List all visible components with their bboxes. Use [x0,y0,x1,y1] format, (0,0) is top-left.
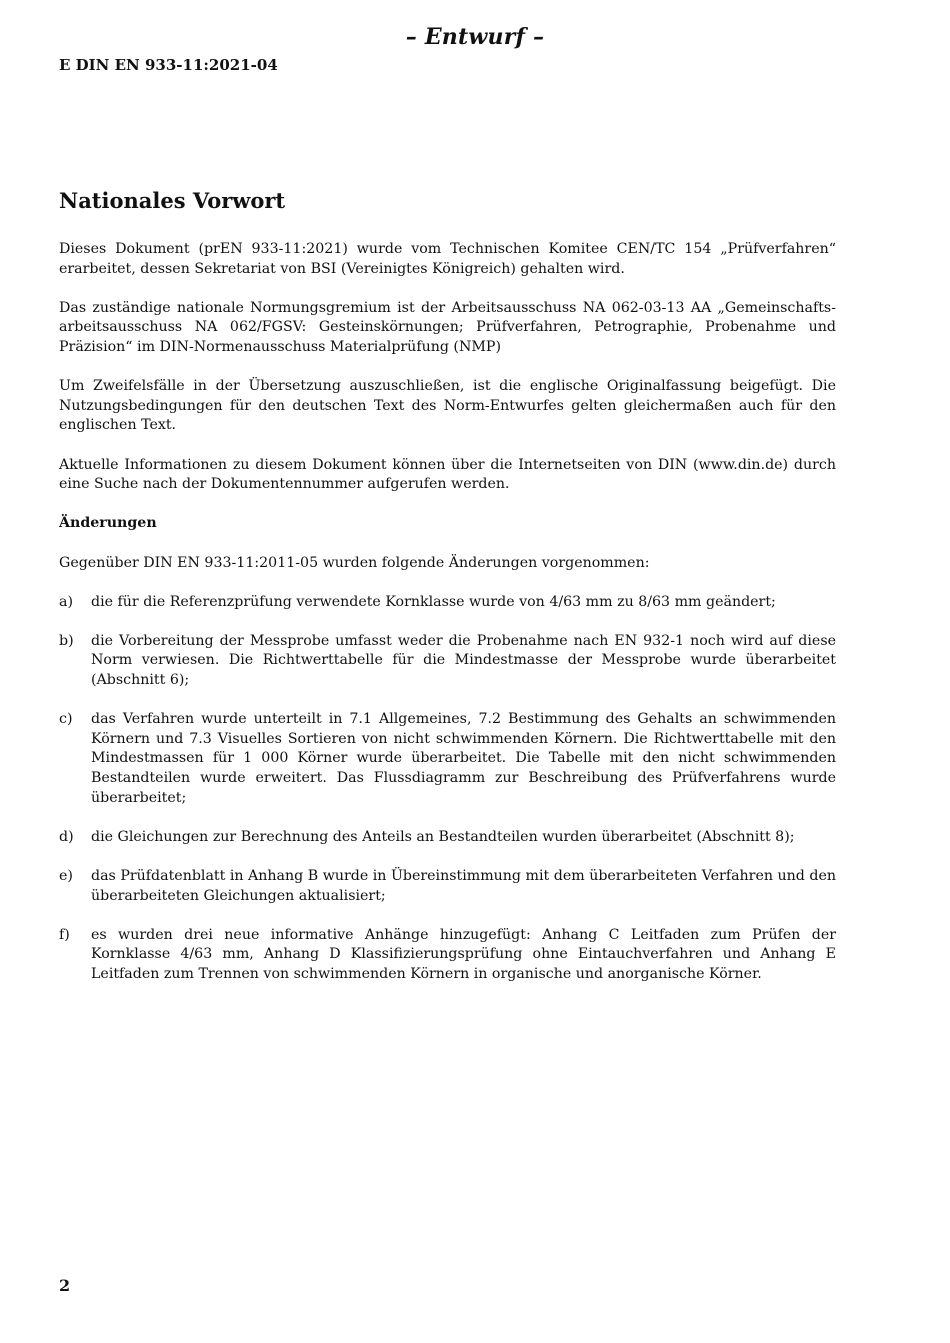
changes-heading: Änderungen [59,515,157,532]
list-text: es wurden drei neue informative Anhänge hinzugefügt: Anhang C Leitfaden zum Prüfen der Kornklasse 4/63 mm, Anhang D Klassifizierungsprüfung ohne Eintauchverfahren und Anhang E Leitfaden zum Trennen von schwimmenden Körnern in organische und anorganische Körner. [91,926,836,982]
section-title: Nationales Vorwort [59,188,286,213]
paragraph-translation: Um Zweifelsfälle in der Übersetzung auszuschließen, ist die englische Originalfassung beigefügt. Die Nutzungsbedingungen für den deutschen Text des Norm-Entwurfes gelten gleichermaßen auch für den englischen Text. [59,378,836,434]
list-text: die für die Referenzprüfung verwendete Kornklasse wurde von 4/63 mm zu 8/63 mm geändert; [91,593,776,610]
list-marker: f) [59,926,70,943]
list-item [59,710,836,808]
paragraph-information: Aktuelle Informationen zu diesem Dokument können über die Internetseiten von DIN (www.din.de) durch eine Suche nach der Dokumentennummer aufgerufen werden. [59,456,836,493]
list-marker: e) [59,868,73,884]
changes-intro: Gegenüber DIN EN 933-11:2011-05 wurden folgende Änderungen vorgenommen: [59,554,650,571]
paragraph-committee: Das zuständige nationale Normungsgremium ist der Arbeitsausschuss NA 062-03-13 AA „Gemeinschafts-arbeitsausschuss NA 062/FGSV: Gesteinskörnungen; Prüfverfahren, Petrographie, Probenahme und Präzision“ im DIN-Normenausschuss Materialprüfung (NMP) [59,299,836,355]
list-item [59,867,836,906]
list-marker: a) [59,593,73,610]
list-marker: d) [59,828,74,845]
list-item [59,632,836,691]
changes-list [59,593,836,985]
paragraph-secretariat: Dieses Dokument (prEN 933-11:2021) wurde vom Technischen Komitee CEN/TC 154 „Prüfverfahren“ erarbeitet, dessen Sekretariat von BSI (Vereinigtes Königreich) gehalten wird. [59,241,836,277]
document-id: E DIN EN 933-11:2021-04 [59,56,278,74]
list-text: das Prüfdatenblatt in Anhang B wurde in Übereinstimmung mit dem überarbeiteten Verfahren und den überarbeiteten Gleichungen aktualisiert; [91,868,836,904]
main-content [59,186,836,1004]
list-text: die Gleichungen zur Berechnung des Anteils an Bestandteilen wurden überarbeitet (Abschnitt 8); [91,828,795,845]
list-marker: c) [59,711,73,728]
list-item [59,828,836,848]
list-text: die Vorbereitung der Messprobe umfasst weder die Probenahme nach EN 932-1 noch wird auf diese Norm verwiesen. Die Richtwerttabelle für die Mindestmasse der Messprobe wurde überarbeitet (Abschnitt 6); [91,632,836,689]
list-text: das Verfahren wurde unterteilt in 7.1 Allgemeines, 7.2 Bestimmung des Gehalts an schwimmenden Körnern und 7.3 Visuelles Sortieren von nicht schwimmenden Körnern. Die Richtwerttabelle mit den Mindestmassen für 1 000 Körner wurde überarbeitet. Die Tabelle mit den nicht schwimmenden Bestandteilen wurde erweitert. Das Flussdiagramm zur Beschreibung des Prüfverfahrens wurde überarbeitet; [91,711,836,806]
draft-label: – Entwurf – [405,24,545,50]
list-item [59,593,836,613]
list-item [59,926,836,985]
list-marker: b) [59,632,74,649]
page-number: 2 [59,1276,71,1295]
